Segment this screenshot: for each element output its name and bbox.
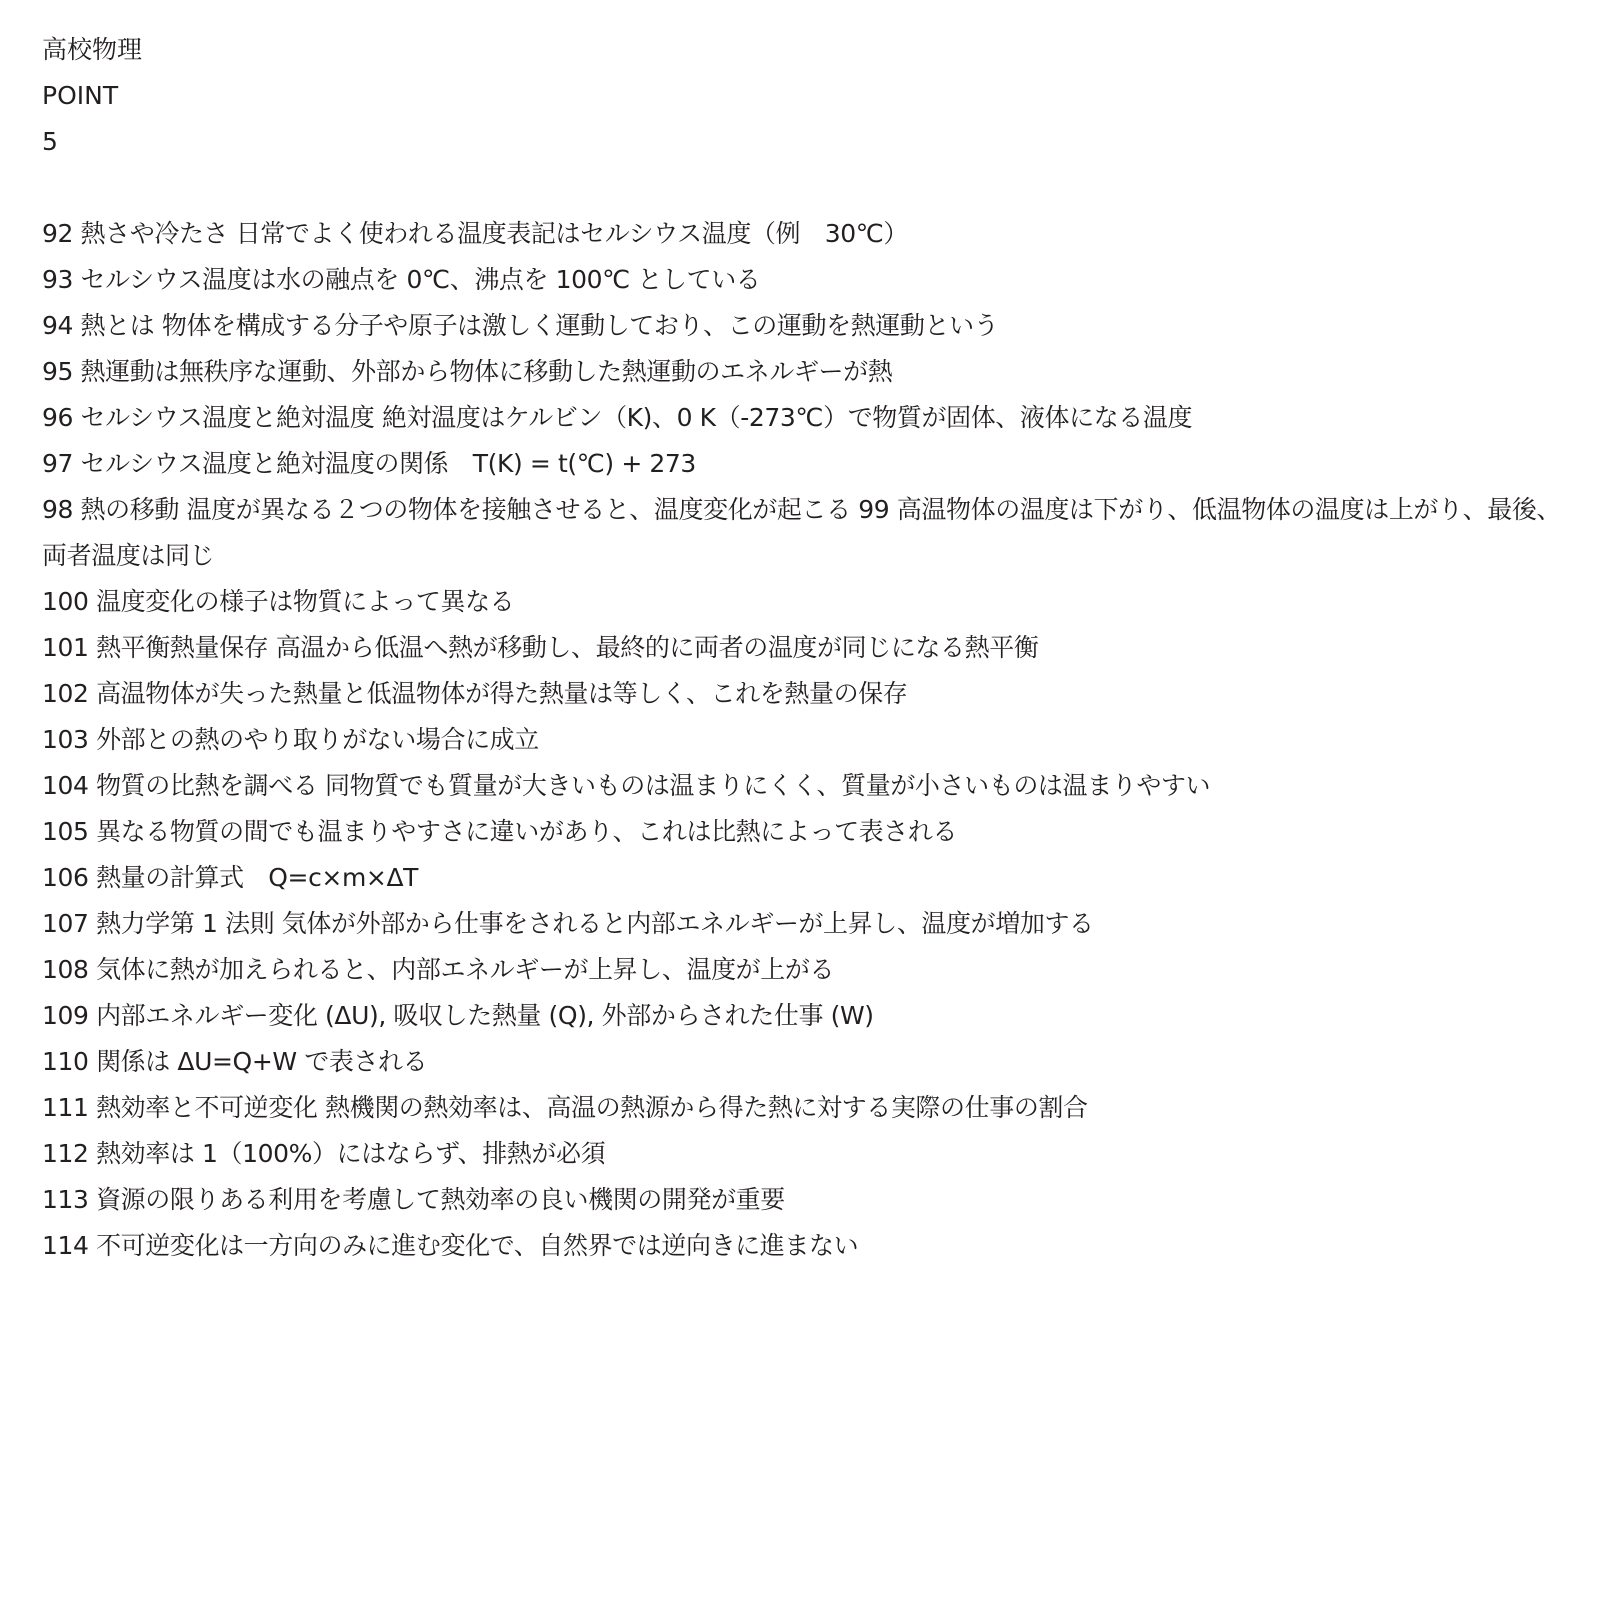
document-page	[42, 27, 1562, 1269]
point-line-110: 110 関係は ΔU=Q+W で表される	[42, 1047, 428, 1076]
point-line-96: 96 セルシウス温度と絶対温度 絶対温度はケルビン（K)、0 K（-273℃）で物質が固体、液体になる温度	[42, 403, 1193, 432]
point-line-100: 100 温度変化の様子は物質によって異なる	[42, 587, 515, 616]
point-number: 5	[42, 127, 58, 156]
point-line-98-99: 98 熱の移動 温度が異なる２つの物体を接触させると、温度変化が起こる 99 高温物体の温度は下がり、低温物体の温度は上がり、最後、両者温度は同じ	[42, 495, 1562, 570]
point-line-111: 111 熱効率と不可逆変化 熱機関の熱効率は、高温の熱源から得た熱に対する実際の仕事の割合	[42, 1093, 1088, 1122]
point-line-101: 101 熱平衡熱量保存 高温から低温へ熱が移動し、最終的に両者の温度が同じになる熱平衡	[42, 633, 1039, 662]
point-list	[42, 211, 1562, 1269]
point-line-102: 102 高温物体が失った熱量と低温物体が得た熱量は等しく、これを熱量の保存	[42, 679, 908, 708]
point-label: POINT	[42, 81, 119, 110]
point-line-113: 113 資源の限りある利用を考慮して熱効率の良い機関の開発が重要	[42, 1185, 785, 1214]
point-line-93: 93 セルシウス温度は水の融点を 0℃、沸点を 100℃ としている	[42, 265, 761, 294]
point-line-114: 114 不可逆変化は一方向のみに進む変化で、自然界では逆向きに進まない	[42, 1231, 859, 1260]
point-line-112: 112 熱効率は 1（100%）にはならず、排熱が必須	[42, 1139, 606, 1168]
point-line-104: 104 物質の比熱を調べる 同物質でも質量が大きいものは温まりにくく、質量が小さいものは温まりやすい	[42, 771, 1211, 800]
point-line-108: 108 気体に熱が加えられると、内部エネルギーが上昇し、温度が上がる	[42, 955, 835, 984]
subject-title: 高校物理	[42, 35, 143, 64]
point-line-94: 94 熱とは 物体を構成する分子や原子は激しく運動しており、この運動を熱運動という	[42, 311, 999, 340]
point-line-103: 103 外部との熱のやり取りがない場合に成立	[42, 725, 539, 754]
point-line-109: 109 内部エネルギー変化 (ΔU), 吸収した熱量 (Q), 外部からされた仕事 (W)	[42, 1001, 874, 1030]
point-line-105: 105 異なる物質の間でも温まりやすさに違いがあり、これは比熱によって表される	[42, 817, 958, 846]
point-line-92: 92 熱さや冷たさ 日常でよく使われる温度表記はセルシウス温度（例 30℃）	[42, 219, 909, 248]
point-line-97: 97 セルシウス温度と絶対温度の関係 T(K) = t(℃) + 273	[42, 449, 696, 478]
point-line-95: 95 熱運動は無秩序な運動、外部から物体に移動した熱運動のエネルギーが熱	[42, 357, 893, 386]
point-line-106: 106 熱量の計算式 Q=c×m×ΔT	[42, 863, 419, 892]
point-line-107: 107 熱力学第 1 法則 気体が外部から仕事をされると内部エネルギーが上昇し、温度が増加する	[42, 909, 1094, 938]
blank-line	[42, 165, 1562, 211]
